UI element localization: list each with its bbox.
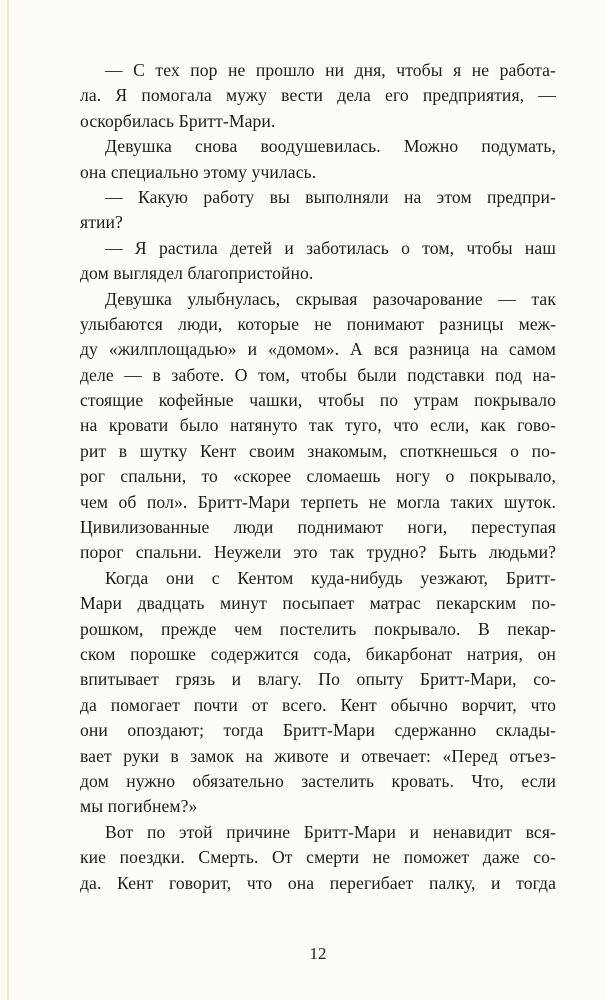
text-line: рошком, прежде чем постелить покрывало. В пекар- <box>80 618 556 639</box>
page-edge-line <box>7 0 9 1000</box>
paragraph <box>80 287 556 566</box>
text-line: да помогает почти от всего. Кент обычно ворчит, что <box>80 694 556 715</box>
text-line: — Я растила детей и заботилась о том, чтобы наш <box>105 237 556 258</box>
text-line: впитывает грязь и влагу. По опыту Бритт-Мари, со- <box>80 669 556 690</box>
page-number: 12 <box>309 944 327 963</box>
text-line: чем об пол». Бритт-Мари терпеть не могла таких шуток. <box>80 491 556 512</box>
text-line: порог спальни. Неужели это так трудно? Быть людьми? <box>80 542 556 563</box>
text-line: оскорбилась Бритт-Мари. <box>80 110 276 131</box>
page-edge-strip <box>0 0 7 1000</box>
text-line: рит в шутку Кент своим знакомым, споткнешься о по- <box>80 440 556 461</box>
text-line: — Какую работу вы выполняли на этом предпри- <box>105 186 556 207</box>
text-line: ятии? <box>80 212 123 233</box>
text-line: рог спальни, то «скорее сломаешь ногу о покрывало, <box>80 466 556 487</box>
text-line: — С тех пор не прошло ни дня, чтобы я не работа- <box>105 60 556 80</box>
text-line: ла. Я помогала мужу вести дела его предприятия, — <box>80 85 556 106</box>
paragraph <box>80 566 556 820</box>
text-line: Цивилизованные люди поднимают ноги, переступая <box>80 517 556 538</box>
text-line: деле — в заботе. О том, чтобы были подставки под на- <box>80 364 556 385</box>
paragraph <box>80 185 556 236</box>
text-line: ском порошке содержится сода, бикарбонат натрия, он <box>80 643 556 664</box>
text-line: мы погибнем?» <box>80 796 198 817</box>
text-line: стоящие кофейные чашки, чтобы по утрам покрывало <box>80 390 556 411</box>
paragraph <box>80 820 556 896</box>
text-line: ду «жилплощадью» и «домом». А вся разница на самом <box>80 339 556 360</box>
text-line: Вот по этой причине Бритт-Мари и ненавидит вся- <box>105 821 556 842</box>
page-text <box>80 58 556 896</box>
text-line: Девушка улыбнулась, скрывая разочарование — так <box>105 288 556 309</box>
text-line: кие поездки. Смерть. От смерти не поможет даже со- <box>80 847 556 868</box>
text-line: она специально этому училась. <box>80 161 317 182</box>
text-line: улыбаются люди, которые не понимают разницы меж- <box>80 313 556 334</box>
paragraph <box>80 58 556 134</box>
text-line: на кровати было натянуто так туго, что если, как гово- <box>80 415 556 436</box>
text-line: да. Кент говорит, что она перегибает палку, и тогда <box>80 872 556 893</box>
text-line: дом нужно обязательно застелить кровать. Что, если <box>80 770 556 791</box>
text-line: вает руки в замок на животе и отвечает: «Перед отъез- <box>80 745 556 766</box>
text-line: Когда они с Кентом куда-нибудь уезжают, Бритт- <box>105 567 556 588</box>
text-line: Девушка снова воодушевилась. Можно подумать, <box>105 136 556 157</box>
paragraph <box>80 236 556 287</box>
text-line: дом выглядел благопристойно. <box>80 263 314 284</box>
text-line: они опоздают; тогда Бритт-Мари сдержанно склады- <box>80 720 556 741</box>
text-line: Мари двадцать минут посыпает матрас пекарским по- <box>80 593 556 614</box>
paragraph <box>80 134 556 185</box>
